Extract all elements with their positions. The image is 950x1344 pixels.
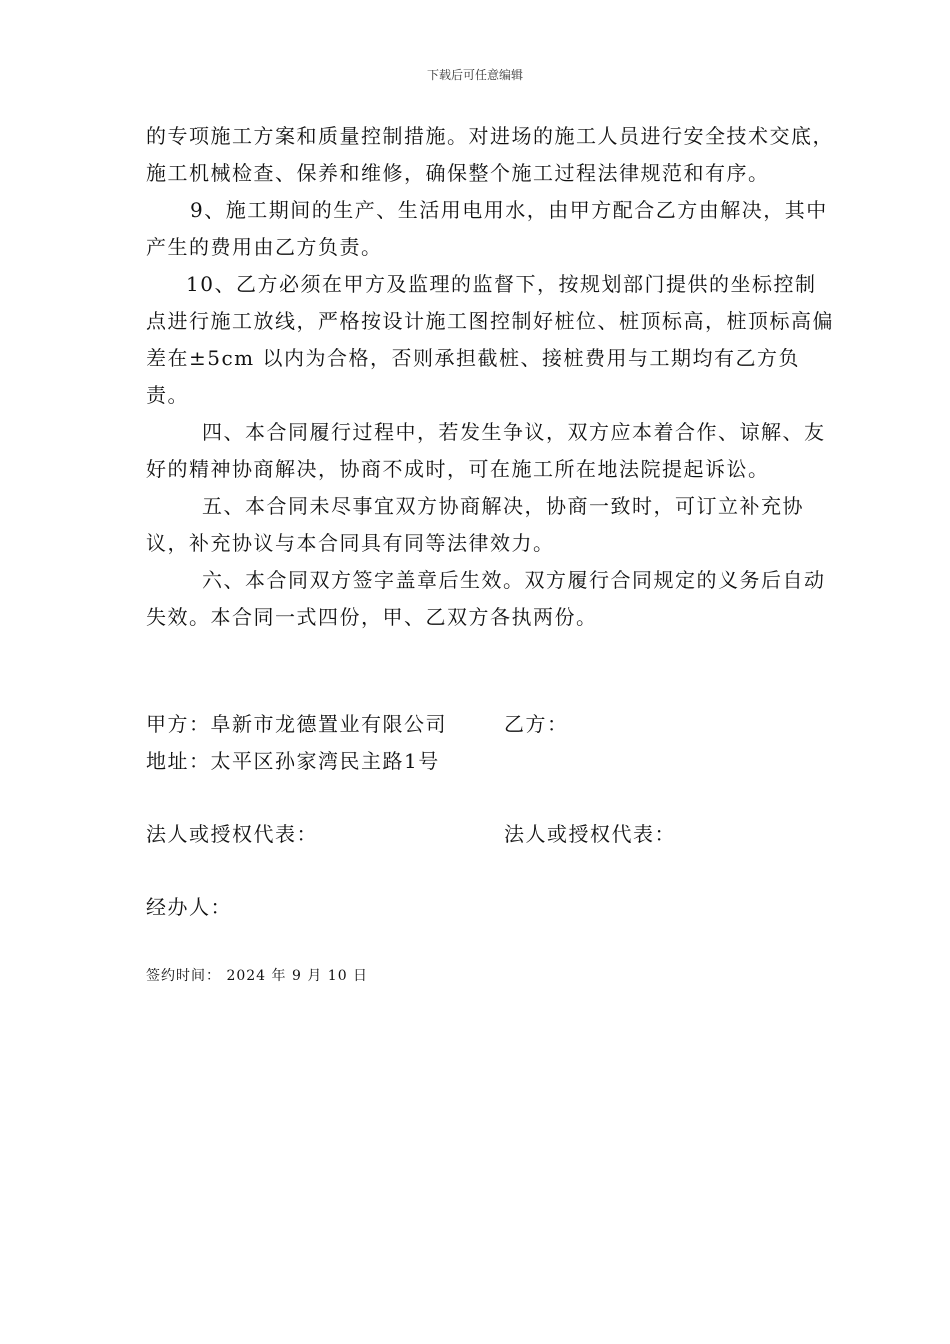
signing-date: 签约时间： 2024 年 9 月 10 日 (146, 968, 369, 984)
party-a-address: 地址：太平区孙家湾民主路1号 (146, 749, 440, 773)
handler-label: 经办人： (146, 895, 232, 919)
party-a-name: 甲方：阜新市龙德置业有限公司 (146, 712, 447, 736)
clause-paragraph: 9、施工期间的生产、生活用电用水，由甲方配合乙方由解决，其中产生的费用由乙方负责。 (146, 198, 828, 259)
contract-body (146, 118, 836, 636)
party-b-legal-rep: 法人或授权代表： (504, 822, 676, 846)
page-header-note: 下载后可任意编辑 (426, 68, 523, 82)
clause-paragraph: 六、本合同双方签字盖章后生效。双方履行合同规定的义务后自动失效。本合同一式四份，甲、乙双方各执两份。 (146, 568, 826, 629)
party-a-legal-rep: 法人或授权代表： (146, 822, 318, 846)
clause-paragraph: 四、本合同履行过程中，若发生争议，双方应本着合作、谅解、友好的精神协商解决，协商不成时，可在施工所在地法院提起诉讼。 (146, 420, 826, 481)
clause-paragraph: 的专项施工方案和质量控制措施。对进场的施工人员进行安全技术交底，施工机械检查、保养和维修，确保整个施工过程法律规范和有序。 (146, 124, 834, 185)
clause-paragraph: 五、本合同未尽事宜双方协商解决，协商一致时，可订立补充协议，补充协议与本合同具有同等法律效力。 (146, 494, 804, 555)
party-b-name: 乙方： (504, 712, 569, 736)
clause-paragraph: 10、乙方必须在甲方及监理的监督下，按规划部门提供的坐标控制点进行施工放线，严格按设计施工图控制好桩位、桩顶标高，桩顶标高偏差在±5cm 以内为合格，否则承担截桩、接桩费用与工期均有乙方负责。 (146, 272, 834, 407)
